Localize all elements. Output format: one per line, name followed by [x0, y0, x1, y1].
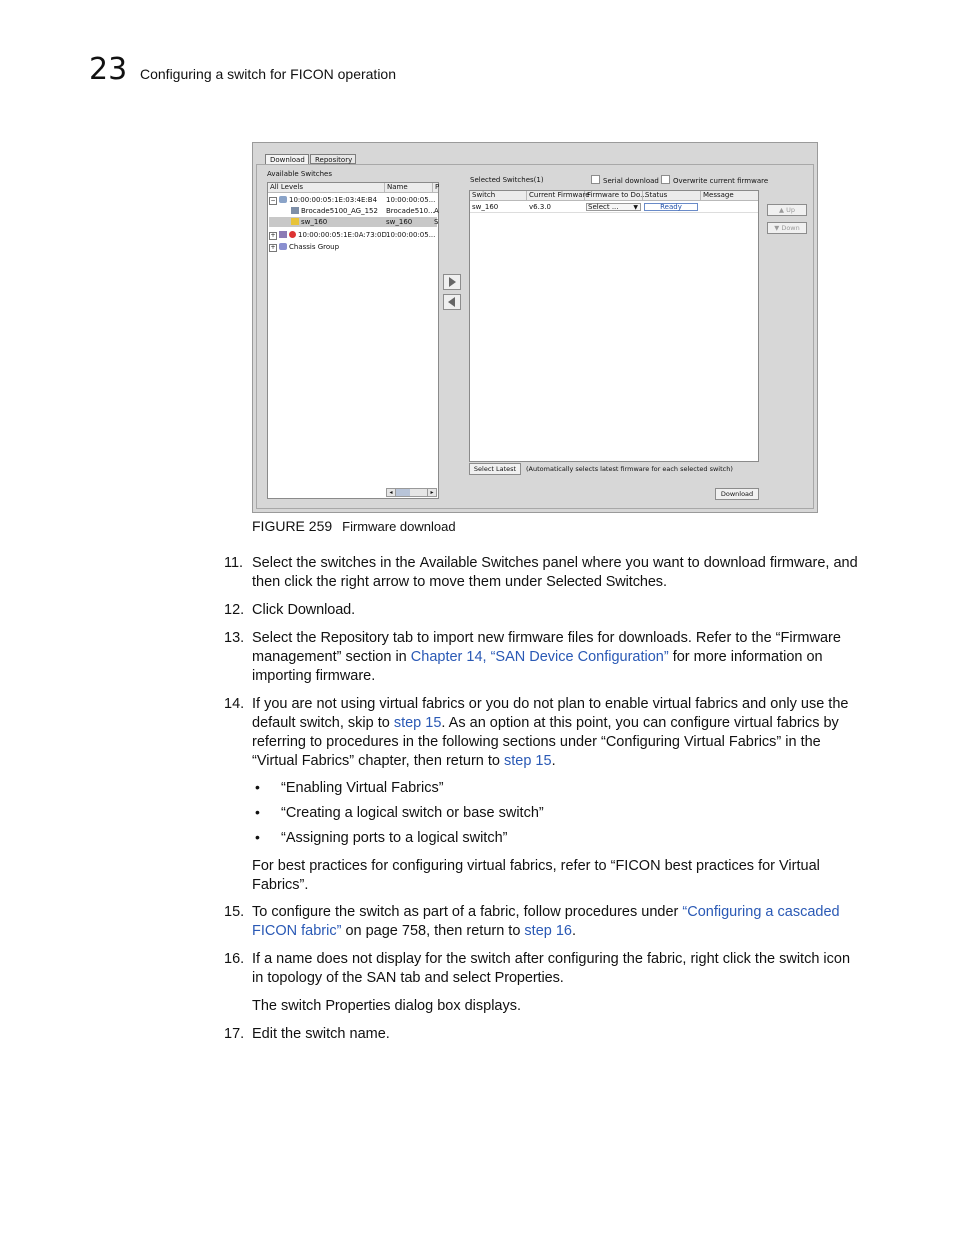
step-number: 17.	[224, 1026, 245, 1042]
move-left-button[interactable]	[443, 294, 461, 310]
figure-number: FIGURE 259	[252, 518, 333, 534]
bullet-item: “Creating a logical switch or base switch”	[281, 805, 544, 821]
fabric-icon	[279, 196, 287, 203]
download-button[interactable]: Download	[715, 488, 759, 500]
tree-header	[268, 183, 438, 193]
serial-download-label: Serial download	[603, 177, 659, 185]
ui-term: Properties	[494, 970, 560, 986]
overwrite-firmware-checkbox[interactable]	[661, 175, 670, 184]
column-current-firmware[interactable]: Current Firmware	[529, 191, 590, 199]
ui-term: Download	[287, 602, 352, 618]
step-number: 16.	[224, 951, 245, 967]
expand-icon[interactable]: +	[270, 244, 276, 251]
chapter-14-link[interactable]: Chapter 14, “SAN Device Configuration”	[410, 649, 669, 665]
overwrite-firmware-option[interactable]	[661, 175, 768, 185]
tree-row-label: Chassis Group	[289, 243, 340, 251]
firmware-download-screenshot	[252, 142, 818, 513]
tree-row-extra: S	[434, 218, 439, 226]
select-latest-button[interactable]: Select Latest	[469, 463, 521, 475]
tree-row[interactable]	[269, 206, 437, 216]
tree-row-extra: A	[434, 207, 439, 215]
column-message[interactable]: Message	[703, 191, 734, 199]
chevron-down-icon: ▼	[633, 204, 638, 211]
tree-row-label: sw_160	[301, 218, 328, 226]
step-number: 13.	[224, 630, 245, 646]
cell-current-firmware: v6.3.0	[529, 203, 551, 211]
tab-repository[interactable]: Repository	[310, 154, 356, 164]
cell-switch: sw_160	[472, 203, 499, 211]
step-15-link[interactable]: step 15	[504, 753, 552, 769]
cascaded-ficon-link[interactable]: FICON fabric”	[252, 923, 342, 939]
ui-term: Repository	[320, 630, 389, 646]
step-12-text: Click Download.	[252, 602, 356, 618]
tree-row-label: Brocade5100_AG_152	[301, 207, 378, 215]
column-name[interactable]: Name	[385, 183, 433, 192]
move-right-button[interactable]	[443, 274, 461, 290]
switch-icon	[291, 207, 299, 214]
serial-download-checkbox[interactable]	[591, 175, 600, 184]
down-button[interactable]	[767, 222, 807, 234]
expand-icon[interactable]: +	[270, 232, 276, 239]
step-15-text: To configure the switch as part of a fabric, follow procedures under “Configuring a cascaded FICON fabric” on page 758, then return to step 16.	[252, 904, 840, 939]
step-16-text: If a name does not display for the switch after configuring the fabric, right click the switch icon in topology of the SAN tab and select Properties.	[252, 951, 851, 986]
step-number: 14.	[224, 696, 245, 712]
table-row[interactable]	[470, 202, 758, 213]
overwrite-firmware-label: Overwrite current firmware	[673, 177, 769, 185]
select-latest-note: (Automatically selects latest firmware for each selected switch)	[526, 465, 733, 473]
column-firmware-to-download[interactable]: Firmware to Do...	[587, 191, 647, 199]
scroll-thumb[interactable]	[396, 489, 410, 496]
bullet-icon: •	[255, 829, 260, 845]
column-all-levels[interactable]: All Levels	[268, 183, 385, 192]
arrow-right-icon	[444, 275, 460, 289]
firmware-select-dropdown[interactable]	[586, 203, 641, 211]
ui-term: Properties	[325, 998, 391, 1014]
ui-term: Selected Switches	[546, 574, 663, 590]
tree-row-selected[interactable]	[269, 217, 437, 227]
step-17-text: Edit the switch name.	[252, 1026, 390, 1042]
tree-row-name: 10:00:00:05...	[386, 196, 436, 204]
bullet-icon: •	[255, 779, 260, 795]
step-number: 11.	[224, 555, 244, 571]
ui-term: Available Switches	[419, 555, 539, 571]
figure-caption	[252, 518, 456, 534]
tree-row-name: sw_160	[386, 218, 413, 226]
down-button-label: Down	[781, 224, 800, 232]
step-15-link[interactable]: step 15	[393, 715, 442, 731]
tree-row-name: 10:00:00:05...	[386, 231, 436, 239]
step-11-text: Select the switches in the Available Switches panel where you want to download firmware, and then click the right arrow to move them under Selected Switches.	[252, 555, 858, 590]
step-16-link[interactable]: step 16	[524, 923, 572, 939]
column-switch[interactable]: Switch	[470, 191, 527, 200]
step-number: 15.	[224, 904, 245, 920]
best-practices-text: For best practices for configuring virtual fabrics, refer to “FICON best practices for Virtual Fabrics”.	[252, 858, 820, 893]
tab-download[interactable]: Download	[265, 154, 309, 164]
available-switches-panel[interactable]	[267, 182, 439, 499]
chapter-title: Configuring a switch for FICON operation	[140, 66, 396, 82]
bullet-item: “Assigning ports to a logical switch”	[281, 830, 508, 846]
step-13-text: Select the Repository tab to import new firmware files for downloads. Refer to the “Firmware management” section in Chapter 14, “SAN Device Configuration” for more information on importing firmware.	[252, 630, 841, 684]
step-14-text: If you are not using virtual fabrics or you do not plan to enable virtual fabrics and only use the default switch, skip to step 15. As an option at this point, you can configure virtual fabrics by referring to procedures in the following sections under “Configuring Virtual Fabrics” in the “Virtual Fabrics” chapter, then return to step 15.	[252, 696, 849, 769]
column-p[interactable]: P	[435, 183, 440, 191]
bullet-icon: •	[255, 804, 260, 820]
firmware-select-value: Select ...	[588, 203, 619, 211]
bullet-item: “Enabling Virtual Fabrics”	[281, 780, 444, 796]
collapse-icon[interactable]: −	[270, 197, 276, 204]
selected-table-header	[470, 191, 758, 201]
up-arrow-icon: ▲	[779, 206, 787, 214]
horizontal-scrollbar[interactable]	[386, 488, 437, 497]
tree-row-name: Brocade510...	[386, 207, 435, 215]
selected-switches-table[interactable]	[469, 190, 759, 462]
arrow-left-icon	[444, 295, 460, 309]
tree-row[interactable]	[269, 195, 437, 205]
properties-dialog-text: The switch Properties dialog box displays.	[252, 998, 522, 1014]
error-icon	[289, 231, 296, 238]
tree-row[interactable]	[269, 230, 437, 240]
available-switches-label: Available Switches	[267, 170, 333, 178]
tree-row-label: 10:00:00:05:1E:03:4E:B4	[289, 196, 378, 204]
selected-switches-label: Selected Switches(1)	[470, 176, 544, 184]
cascaded-ficon-link[interactable]: “Configuring a cascaded	[682, 904, 840, 920]
scroll-right-icon[interactable]: ▸	[427, 489, 436, 496]
fabric-icon	[279, 231, 287, 238]
step-number: 12.	[224, 602, 245, 618]
tree-row[interactable]	[269, 242, 437, 252]
serial-download-option[interactable]	[591, 175, 659, 185]
column-status[interactable]: Status	[643, 191, 701, 200]
tree-row-label: 10:00:00:05:1E:0A:73:0D	[298, 231, 387, 239]
chassis-group-icon	[279, 243, 287, 250]
cell-status: Ready	[644, 203, 698, 211]
figure-title: Firmware download	[342, 519, 456, 534]
scroll-left-icon[interactable]: ◂	[387, 489, 396, 496]
down-arrow-icon: ▼	[774, 224, 782, 232]
up-button-label: Up	[786, 206, 795, 214]
up-button[interactable]	[767, 204, 807, 216]
switch-warning-icon	[291, 218, 299, 225]
chapter-number: 23	[89, 52, 128, 87]
